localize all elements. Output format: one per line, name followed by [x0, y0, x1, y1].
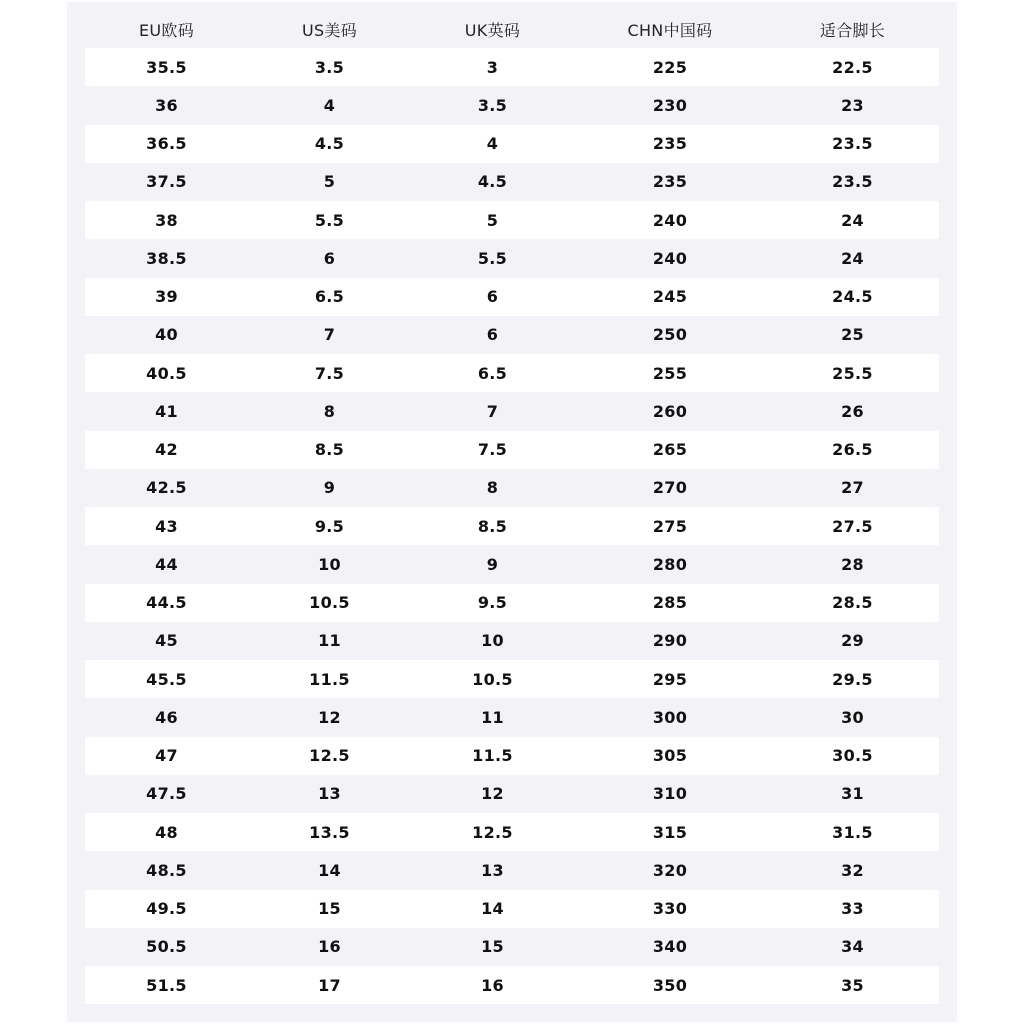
eu-size-cell: 44.5	[146, 593, 187, 613]
table-row	[85, 125, 939, 163]
foot-length-cell: 30.5	[832, 746, 873, 766]
us-size-cell: 15	[318, 899, 341, 919]
eu-size-cell: 48	[155, 822, 178, 842]
chn-size-cell: 240	[652, 248, 688, 268]
eu-size-cell: 38	[155, 210, 178, 230]
eu-size-cell: 48.5	[146, 860, 187, 880]
us-size-cell: 9	[323, 478, 336, 498]
foot-length-cell: 29	[841, 631, 864, 651]
table-row	[85, 928, 939, 966]
eu-size-cell: 42	[155, 440, 178, 460]
table-row	[85, 851, 939, 889]
foot-length-cell: 27	[841, 478, 864, 498]
table-row	[85, 966, 939, 1004]
table-row	[85, 813, 939, 851]
us-size-cell: 13	[318, 784, 341, 804]
table-row	[85, 86, 939, 124]
chn-size-cell: 310	[652, 784, 688, 804]
foot-length-cell: 31.5	[832, 822, 873, 842]
table-row	[85, 201, 939, 239]
table-header	[85, 10, 939, 48]
uk-size-cell: 8	[486, 478, 499, 498]
uk-size-cell: 5.5	[477, 248, 508, 268]
foot-length-cell: 32	[841, 860, 864, 880]
foot-length-cell: 25	[841, 325, 864, 345]
us-size-cell: 5.5	[314, 210, 345, 230]
table-row	[85, 890, 939, 928]
eu-size-cell: 38.5	[146, 248, 187, 268]
foot-length-cell: 26.5	[832, 440, 873, 460]
uk-size-cell: 10.5	[472, 669, 513, 689]
eu-size-cell: 43	[155, 516, 178, 536]
table-row	[85, 737, 939, 775]
table-row	[85, 698, 939, 736]
us-size-cell: 6.5	[314, 287, 345, 307]
us-size-cell: 10	[318, 554, 341, 574]
us-size-cell: 8.5	[314, 440, 345, 460]
us-size-cell: 11.5	[309, 669, 350, 689]
eu-size-cell: 41	[155, 401, 178, 421]
foot-length-cell: 23	[841, 95, 864, 115]
us-size-cell: 11	[318, 631, 341, 651]
uk-size-cell: 12.5	[472, 822, 513, 842]
uk-size-cell: 4.5	[477, 172, 508, 192]
uk-size-cell: 7	[486, 401, 499, 421]
uk-size-cell: 12	[481, 784, 504, 804]
chn-size-cell: 340	[652, 937, 688, 957]
chn-size-cell: 290	[652, 631, 688, 651]
chn-size-cell: 235	[652, 134, 688, 154]
foot-length-cell: 23.5	[832, 134, 873, 154]
table-row	[85, 622, 939, 660]
header-eu: EU欧码	[138, 20, 195, 40]
header-chn: CHN中国码	[627, 20, 713, 40]
uk-size-cell: 7.5	[477, 440, 508, 460]
table-row	[85, 469, 939, 507]
table-row	[85, 354, 939, 392]
eu-size-cell: 50.5	[146, 937, 187, 957]
chn-size-cell: 350	[652, 975, 688, 995]
eu-size-cell: 35.5	[146, 57, 187, 77]
uk-size-cell: 15	[481, 937, 504, 957]
chn-size-cell: 285	[652, 593, 688, 613]
us-size-cell: 9.5	[314, 516, 345, 536]
uk-size-cell: 9.5	[477, 593, 508, 613]
table-row	[85, 545, 939, 583]
foot-length-cell: 23.5	[832, 172, 873, 192]
foot-length-cell: 25.5	[832, 363, 873, 383]
table-row	[85, 163, 939, 201]
table-row	[85, 507, 939, 545]
us-size-cell: 14	[318, 860, 341, 880]
chn-size-cell: 225	[652, 57, 688, 77]
foot-length-cell: 29.5	[832, 669, 873, 689]
foot-length-cell: 28	[841, 554, 864, 574]
uk-size-cell: 13	[481, 860, 504, 880]
table-row	[85, 48, 939, 86]
chn-size-cell: 240	[652, 210, 688, 230]
uk-size-cell: 16	[481, 975, 504, 995]
eu-size-cell: 40	[155, 325, 178, 345]
eu-size-cell: 45	[155, 631, 178, 651]
foot-length-cell: 33	[841, 899, 864, 919]
us-size-cell: 6	[323, 248, 336, 268]
eu-size-cell: 47.5	[146, 784, 187, 804]
uk-size-cell: 8.5	[477, 516, 508, 536]
foot-length-cell: 24	[841, 210, 864, 230]
foot-length-cell: 26	[841, 401, 864, 421]
chn-size-cell: 330	[652, 899, 688, 919]
eu-size-cell: 39	[155, 287, 178, 307]
table-row	[85, 316, 939, 354]
uk-size-cell: 6	[486, 287, 499, 307]
us-size-cell: 7	[323, 325, 336, 345]
chn-size-cell: 245	[652, 287, 688, 307]
eu-size-cell: 36	[155, 95, 178, 115]
eu-size-cell: 36.5	[146, 134, 187, 154]
chn-size-cell: 295	[652, 669, 688, 689]
table-row	[85, 775, 939, 813]
eu-size-cell: 47	[155, 746, 178, 766]
eu-size-cell: 44	[155, 554, 178, 574]
uk-size-cell: 9	[486, 554, 499, 574]
foot-length-cell: 24.5	[832, 287, 873, 307]
chn-size-cell: 300	[652, 707, 688, 727]
chn-size-cell: 250	[652, 325, 688, 345]
chn-size-cell: 320	[652, 860, 688, 880]
chn-size-cell: 270	[652, 478, 688, 498]
uk-size-cell: 11	[481, 707, 504, 727]
uk-size-cell: 14	[481, 899, 504, 919]
us-size-cell: 4.5	[314, 134, 345, 154]
us-size-cell: 8	[323, 401, 336, 421]
eu-size-cell: 46	[155, 707, 178, 727]
header-foot-length: 适合脚长	[819, 20, 886, 40]
eu-size-cell: 49.5	[146, 899, 187, 919]
uk-size-cell: 4	[486, 134, 499, 154]
chn-size-cell: 235	[652, 172, 688, 192]
uk-size-cell: 11.5	[472, 746, 513, 766]
table-row	[85, 278, 939, 316]
foot-length-cell: 31	[841, 784, 864, 804]
table-row	[85, 431, 939, 469]
chn-size-cell: 260	[652, 401, 688, 421]
foot-length-cell: 28.5	[832, 593, 873, 613]
table-row	[85, 392, 939, 430]
table-row	[85, 584, 939, 622]
eu-size-cell: 40.5	[146, 363, 187, 383]
us-size-cell: 12.5	[309, 746, 350, 766]
size-chart-table	[85, 10, 939, 1004]
us-size-cell: 12	[318, 707, 341, 727]
chn-size-cell: 265	[652, 440, 688, 460]
table-row	[85, 660, 939, 698]
eu-size-cell: 51.5	[146, 975, 187, 995]
chn-size-cell: 255	[652, 363, 688, 383]
eu-size-cell: 45.5	[146, 669, 187, 689]
uk-size-cell: 6.5	[477, 363, 508, 383]
us-size-cell: 3.5	[314, 57, 345, 77]
uk-size-cell: 3	[486, 57, 499, 77]
us-size-cell: 5	[323, 172, 336, 192]
chn-size-cell: 280	[652, 554, 688, 574]
foot-length-cell: 34	[841, 937, 864, 957]
us-size-cell: 10.5	[309, 593, 350, 613]
us-size-cell: 4	[323, 95, 336, 115]
uk-size-cell: 6	[486, 325, 499, 345]
chn-size-cell: 230	[652, 95, 688, 115]
us-size-cell: 13.5	[309, 822, 350, 842]
foot-length-cell: 24	[841, 248, 864, 268]
chn-size-cell: 275	[652, 516, 688, 536]
chn-size-cell: 315	[652, 822, 688, 842]
foot-length-cell: 30	[841, 707, 864, 727]
chn-size-cell: 305	[652, 746, 688, 766]
foot-length-cell: 35	[841, 975, 864, 995]
eu-size-cell: 37.5	[146, 172, 187, 192]
table-body	[85, 48, 939, 1004]
header-us: US美码	[301, 20, 358, 40]
header-uk: UK英码	[464, 20, 521, 40]
uk-size-cell: 3.5	[477, 95, 508, 115]
foot-length-cell: 27.5	[832, 516, 873, 536]
us-size-cell: 17	[318, 975, 341, 995]
uk-size-cell: 5	[486, 210, 499, 230]
eu-size-cell: 42.5	[146, 478, 187, 498]
foot-length-cell: 22.5	[832, 57, 873, 77]
us-size-cell: 7.5	[314, 363, 345, 383]
us-size-cell: 16	[318, 937, 341, 957]
uk-size-cell: 10	[481, 631, 504, 651]
table-row	[85, 239, 939, 277]
